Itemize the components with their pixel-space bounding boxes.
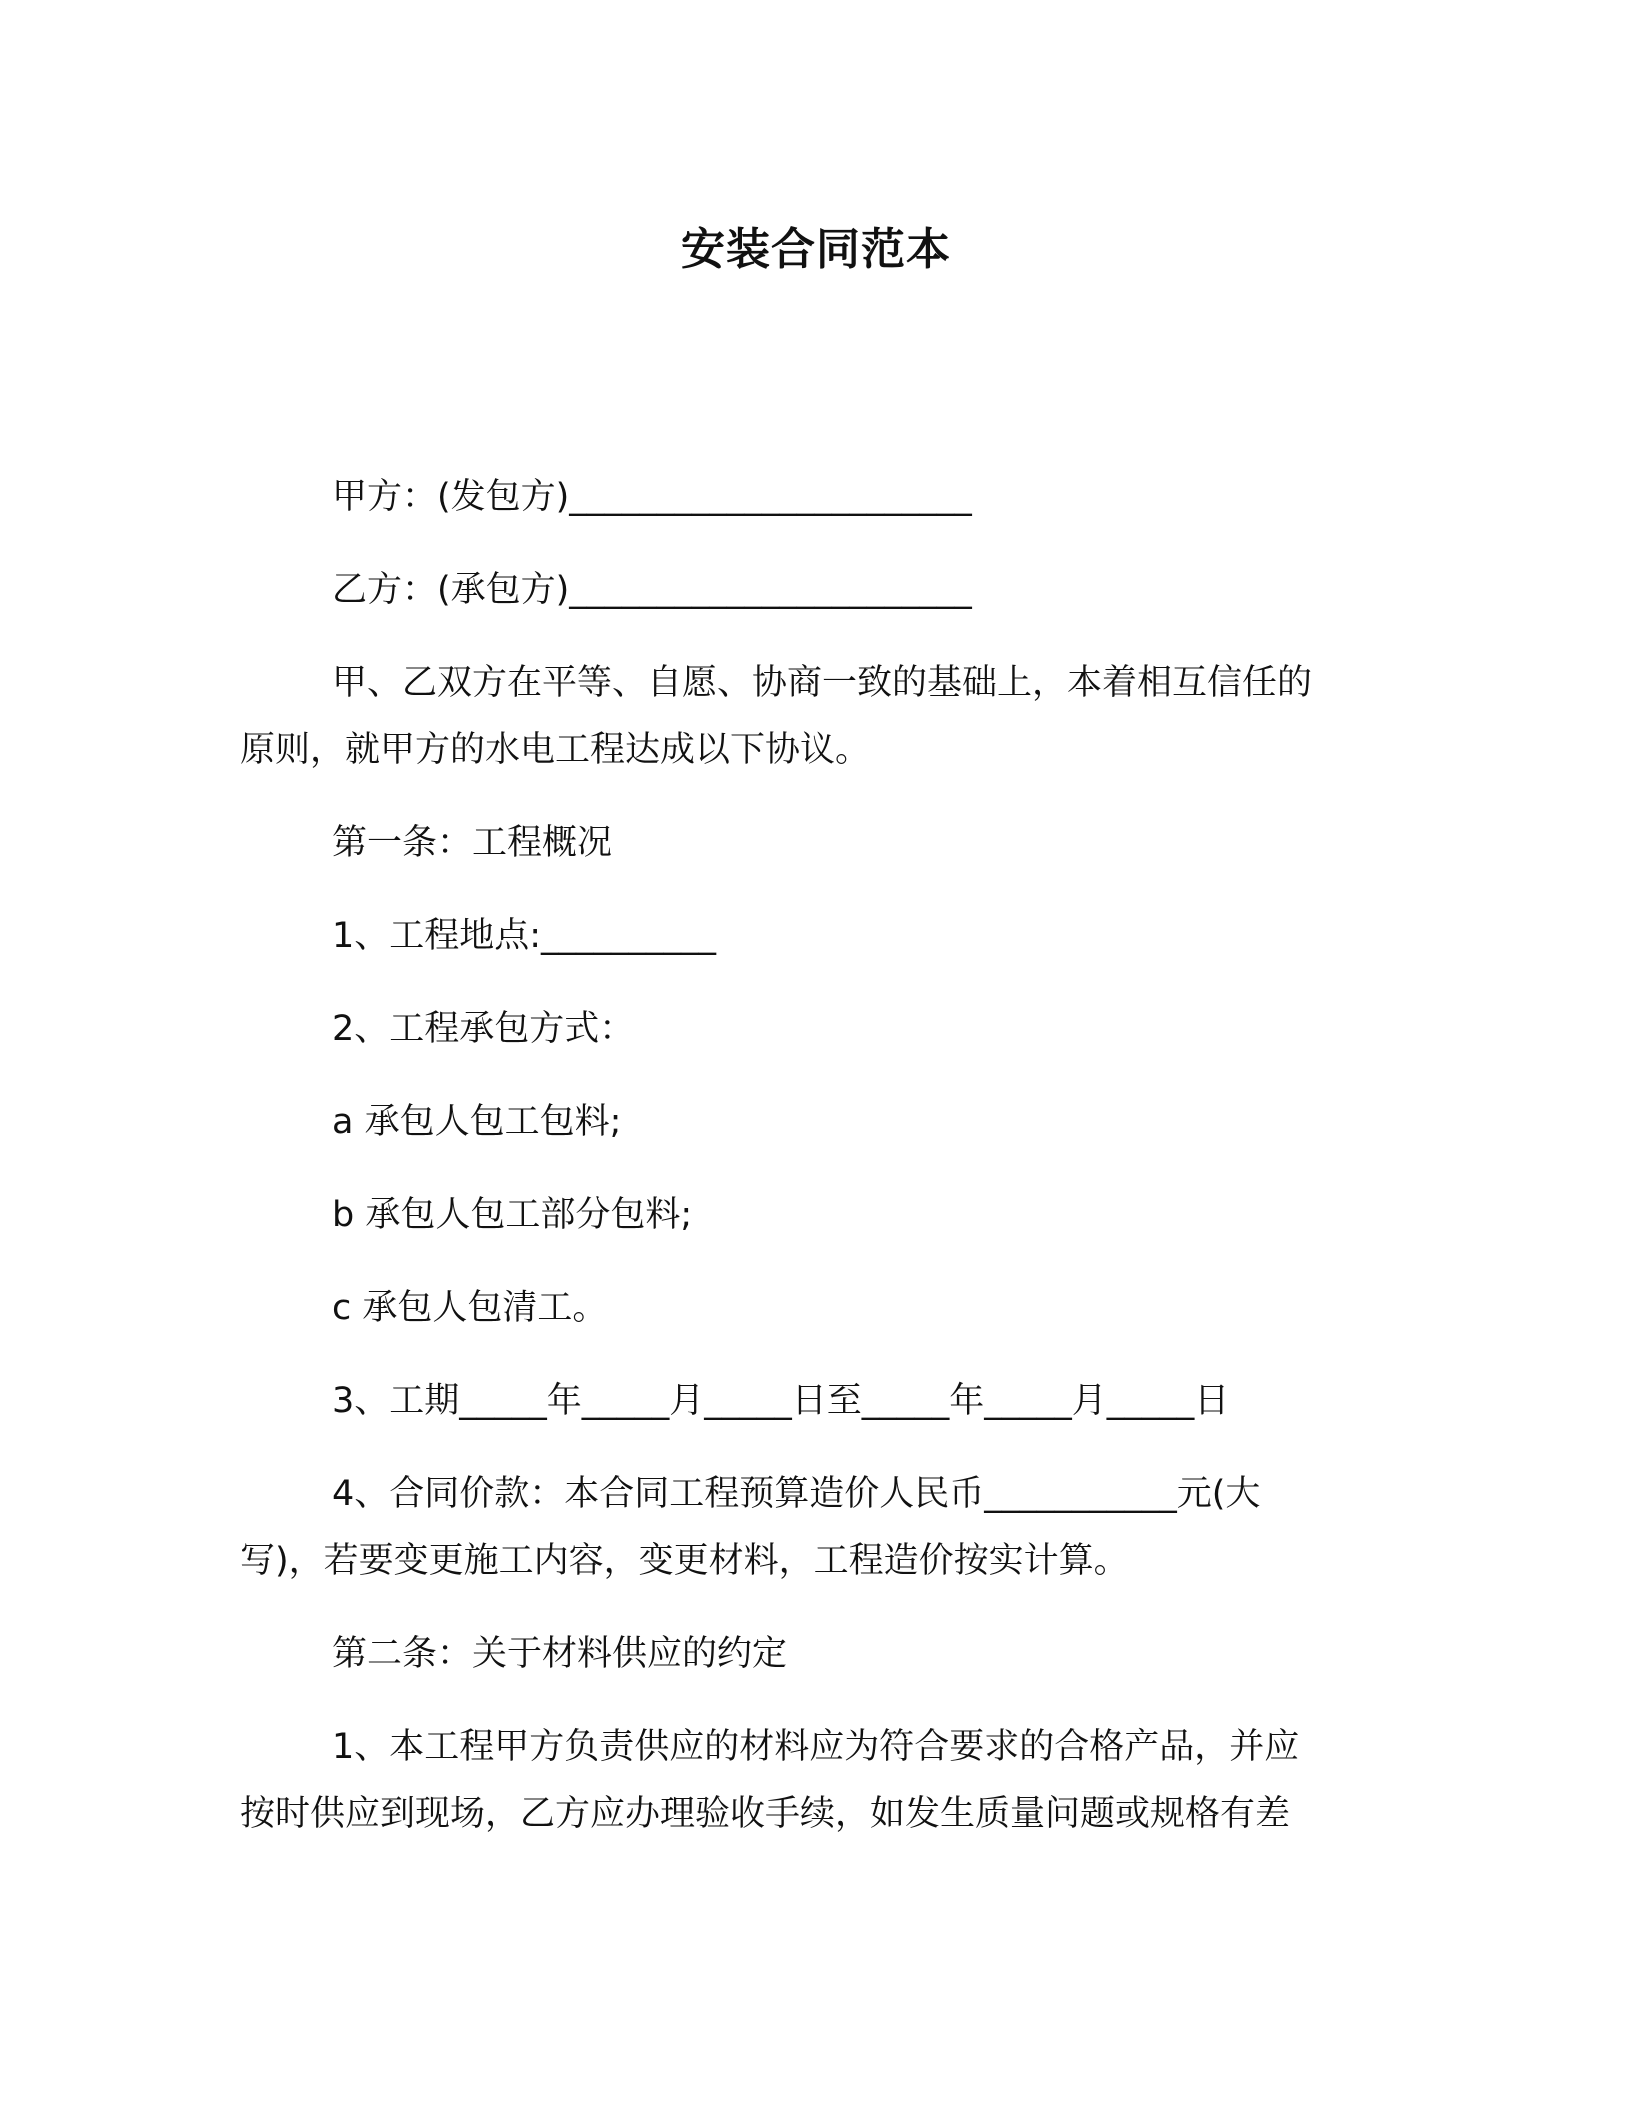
schedule-line: 3、工期_____年_____月_____日至_____年_____月_____日 — [332, 1381, 1230, 1421]
price-line-1: 4、合同价款：本合同工程预算造价人民币___________元(大 — [332, 1474, 1261, 1514]
material-line-2: 按时供应到现场，乙方应办理验收手续，如发生质量问题或规格有差 — [240, 1794, 1291, 1834]
project-location-line: 1、工程地点:__________ — [332, 916, 717, 956]
option-c-line: c 承包人包清工。 — [332, 1288, 608, 1328]
party-a-line: 甲方：(发包方)_______________________ — [332, 477, 972, 517]
material-line-1: 1、本工程甲方负责供应的材料应为符合要求的合格产品，并应 — [332, 1727, 1300, 1767]
contract-method-line: 2、工程承包方式： — [332, 1009, 635, 1049]
article-2-heading: 第二条：关于材料供应的约定 — [332, 1634, 788, 1674]
party-b-line: 乙方：(承包方)_______________________ — [332, 570, 972, 610]
option-b-line: b 承包人包工部分包料; — [332, 1195, 693, 1235]
preamble-line-1: 甲、乙双方在平等、自愿、协商一致的基础上，本着相互信任的 — [332, 663, 1313, 703]
document-title: 安装合同范本 — [681, 224, 951, 275]
preamble-line-2: 原则，就甲方的水电工程达成以下协议。 — [240, 730, 871, 770]
price-line-2: 写)，若要变更施工内容，变更材料，工程造价按实计算。 — [240, 1541, 1129, 1581]
article-1-heading: 第一条：工程概况 — [332, 823, 613, 863]
option-a-line: a 承包人包工包料; — [332, 1102, 622, 1142]
